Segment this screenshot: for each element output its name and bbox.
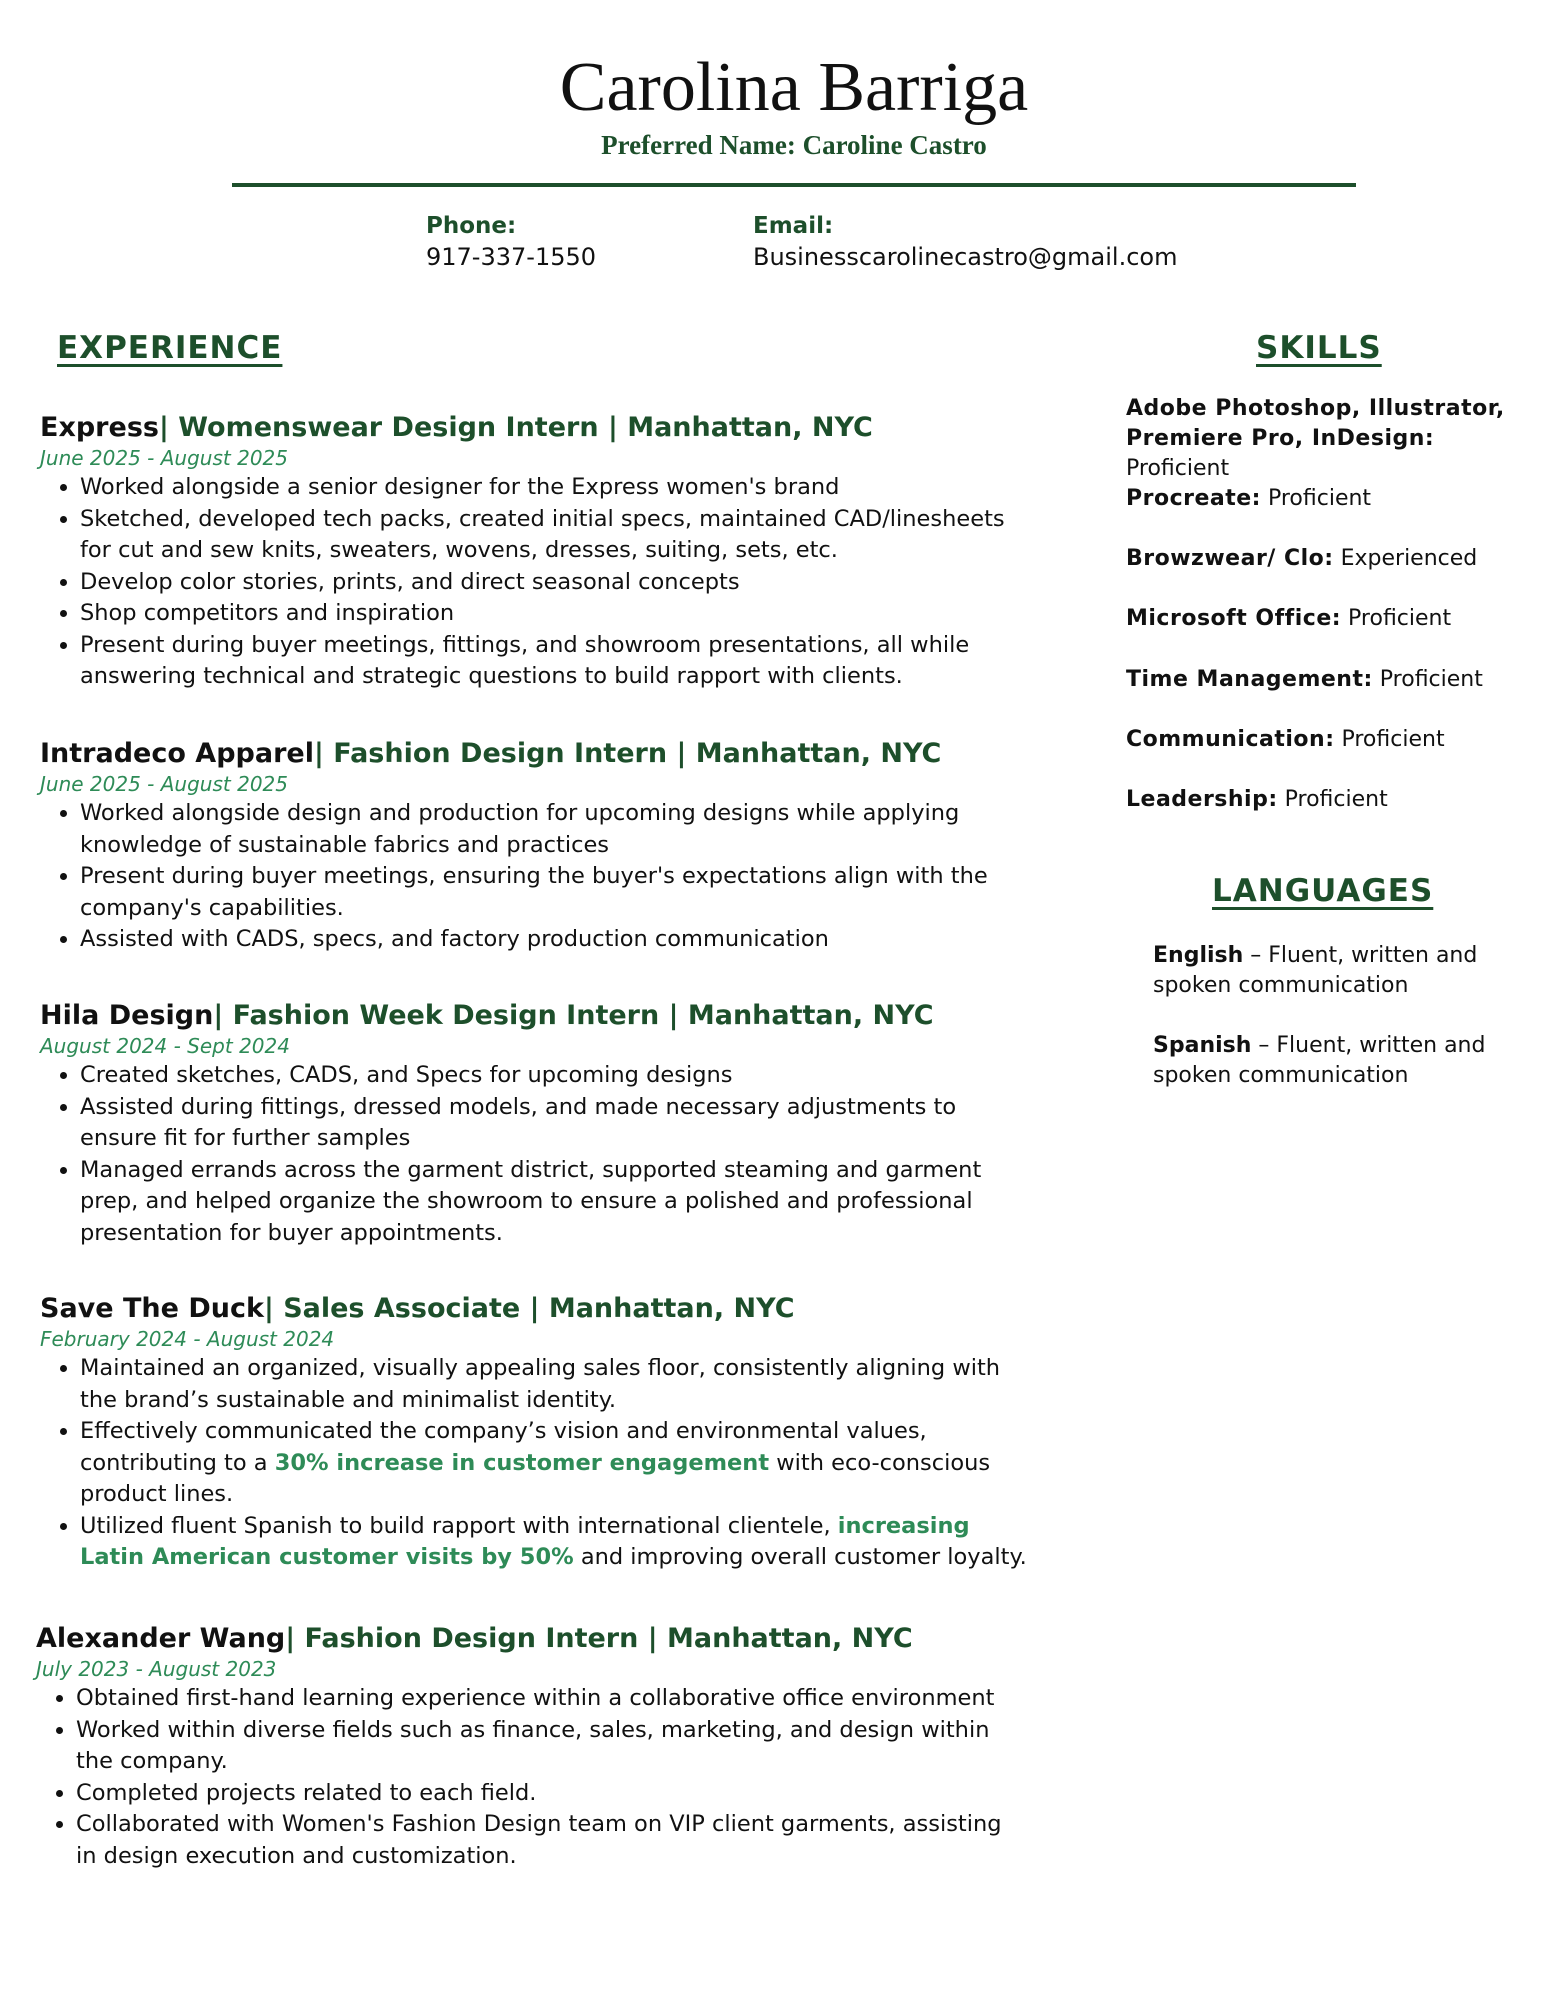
list-item: • Assisted with CADS, specs, and factory production communication <box>80 924 1030 956</box>
job-dates: July 2023 - August 2023 <box>36 1657 277 1681</box>
job-dates: June 2025 - August 2025 <box>40 446 288 470</box>
language-name: English <box>1153 943 1244 968</box>
skill-procreate <box>1126 484 1536 514</box>
skill-name: Browzwear/ Clo: <box>1126 546 1334 571</box>
job-alexander-wang <box>36 1623 1026 1872</box>
list-item: • Collaborated with Women's Fashion Design team on VIP client garments, assisting in design execution and customization. <box>76 1809 1026 1872</box>
job-intradeco <box>40 738 1030 956</box>
language-desc: – Fluent, written and spoken communication <box>1153 1033 1486 1088</box>
list-item: • Obtained first-hand learning experience within a collaborative office environment <box>76 1683 1026 1715</box>
job-company: Hila Design <box>40 1000 214 1031</box>
job-company: Intradeco Apparel <box>40 738 314 769</box>
skill-name: Leadership: <box>1126 787 1278 812</box>
job-bullets <box>40 1353 1030 1574</box>
skill-name: Adobe Photoshop, Illustrator, Premiere Pro, InDesign: <box>1126 396 1505 451</box>
email-label: Email: <box>753 213 834 239</box>
bullet-text: Utilized fluent Spanish to build rapport with international clientele, <box>80 1512 838 1539</box>
job-express <box>40 412 1030 693</box>
job-company: Save The Duck <box>40 1293 264 1324</box>
skill-adobe <box>1126 394 1536 484</box>
job-role: | Fashion Design Intern | Manhattan, NYC <box>313 738 942 769</box>
skill-level: Proficient <box>1341 606 1452 631</box>
job-header <box>36 1623 1026 1654</box>
job-header <box>40 738 1030 769</box>
job-bullets <box>40 472 1030 693</box>
job-role: | Sales Associate | Manhattan, NYC <box>263 1293 795 1324</box>
email-value[interactable]: Businesscarolinecastro@gmail.com <box>753 243 1178 271</box>
job-save-the-duck <box>40 1293 1030 1574</box>
contact-email <box>753 213 1177 271</box>
highlight-metric: 30% increase in customer engagement <box>274 1449 770 1476</box>
language-spanish <box>1153 1031 1493 1091</box>
job-header <box>40 412 1030 443</box>
job-header <box>40 1000 1030 1031</box>
skill-level: Proficient <box>1260 486 1372 511</box>
phone-value[interactable]: 917-337-1550 <box>426 243 597 271</box>
job-role: | Fashion Week Design Intern | Manhattan, NYC <box>213 1000 934 1031</box>
highlight-metric: increasing Latin American customer visits by 50% <box>80 1512 970 1570</box>
phone-label: Phone: <box>426 213 517 239</box>
list-item: • Maintained an organized, visually appealing sales floor, consistently aligning with the brand’s sustainable and minimalist identity. <box>80 1353 1030 1416</box>
job-dates: February 2024 - August 2024 <box>40 1327 335 1351</box>
bullet-text: with eco-conscious product lines. <box>80 1449 991 1507</box>
job-dates: August 2024 - Sept 2024 <box>40 1034 290 1058</box>
job-role: | Womenswear Design Intern | Manhattan, NYC <box>158 412 873 443</box>
bullet-text: and improving overall customer loyalty. <box>573 1544 1027 1570</box>
list-item <box>80 1416 1030 1511</box>
list-item: • Assisted during fittings, dressed models, and made necessary adjustments to ensure fit for further samples <box>80 1092 1030 1155</box>
job-bullets <box>36 1683 1026 1872</box>
header-divider <box>232 183 1356 187</box>
language-name: Spanish <box>1153 1033 1252 1058</box>
job-bullets <box>40 1060 1030 1249</box>
skill-level: Proficient <box>1372 667 1483 692</box>
contact-phone <box>426 213 596 271</box>
job-company: Alexander Wang <box>36 1623 286 1654</box>
list-item: • Present during buyer meetings, ensuring the buyer's expectations align with the company's capabilities. <box>80 861 1030 924</box>
bullet-text: Effectively communicated the company’s vision and environmental values, contributing to a <box>80 1418 927 1476</box>
preferred-name: Preferred Name: Caroline Castro <box>601 130 987 160</box>
list-item: • Completed projects related to each field. <box>76 1778 1026 1810</box>
list-item: • Present during buyer meetings, fittings, and showroom presentations, all while answering technical and strategic questions to build rapport with clients. <box>80 630 1030 693</box>
language-english <box>1153 941 1493 1001</box>
list-item: • Sketched, developed tech packs, created initial specs, maintained CAD/linesheets for cut and sew knits, sweaters, wovens, dresses, suiting, sets, etc. <box>80 504 1030 567</box>
skill-leadership <box>1126 785 1536 815</box>
list-item: • Worked within diverse fields such as finance, sales, marketing, and design within the company. <box>76 1715 1026 1778</box>
skill-name: Procreate: <box>1126 486 1261 511</box>
skill-time-management <box>1126 665 1536 695</box>
list-item: • Shop competitors and inspiration <box>80 598 1030 630</box>
job-role: | Fashion Design Intern | Manhattan, NYC <box>285 1623 913 1654</box>
experience-heading: EXPERIENCE <box>57 330 283 366</box>
candidate-name: Carolina Barriga <box>559 49 1029 126</box>
skill-microsoft-office <box>1126 604 1536 634</box>
job-bullets <box>40 798 1030 956</box>
list-item: • Created sketches, CADS, and Specs for upcoming designs <box>80 1060 1030 1092</box>
skill-level: Proficient <box>1277 787 1388 812</box>
list-item: • Worked alongside design and production for upcoming designs while applying knowledge of sustainable fabrics and practices <box>80 798 1030 861</box>
job-company: Express <box>40 412 159 443</box>
list-item: • Develop color stories, prints, and direct seasonal concepts <box>80 567 1030 599</box>
job-hila-design <box>40 1000 1030 1249</box>
list-item <box>80 1511 1030 1574</box>
skill-level: Experienced <box>1333 546 1478 571</box>
skill-browzwear <box>1126 544 1536 574</box>
skill-name: Communication: <box>1126 727 1335 752</box>
skill-name: Time Management: <box>1126 667 1373 692</box>
skill-level: Proficient <box>1334 727 1445 752</box>
list-item: • Managed errands across the garment district, supported steaming and garment prep, and helped organize the showroom to ensure a polished and professional presentation for buyer appointments. <box>80 1155 1030 1250</box>
skill-level: Proficient <box>1126 456 1230 481</box>
skill-communication <box>1126 725 1536 755</box>
language-desc: – Fluent, written and spoken communication <box>1153 943 1478 998</box>
job-dates: June 2025 - August 2025 <box>40 772 288 796</box>
languages-heading: LANGUAGES <box>1212 873 1434 909</box>
list-item: • Worked alongside a senior designer for the Express women's brand <box>80 472 1030 504</box>
job-header <box>40 1293 1030 1324</box>
skill-name: Microsoft Office: <box>1126 606 1342 631</box>
skills-heading: SKILLS <box>1256 330 1382 366</box>
